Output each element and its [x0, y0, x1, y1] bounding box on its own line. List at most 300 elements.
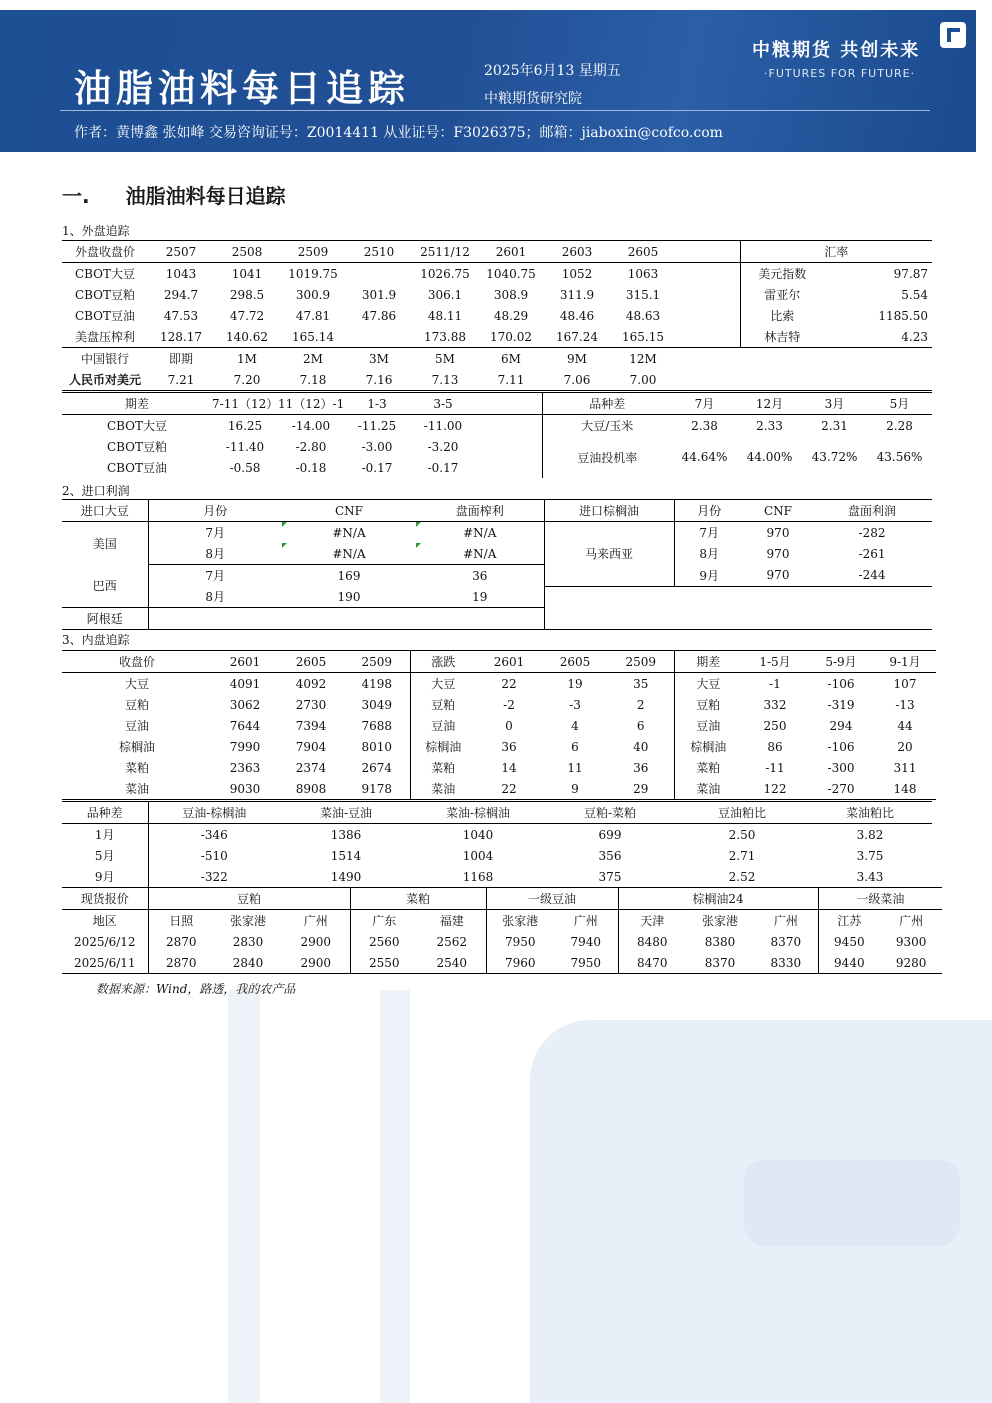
table-cell: 汇率 [740, 241, 932, 263]
table-cell: 2025/6/11 [62, 952, 148, 974]
report-title: 油脂油料每日追踪 [74, 67, 410, 110]
table-cell: -3 [569, 697, 581, 712]
table-cell: 169 [337, 568, 361, 583]
table-cell: 8月 [148, 586, 282, 608]
table-cell: 5M [412, 348, 478, 370]
table-cell: 173.88 [424, 329, 466, 344]
table-cell: 2374 [295, 760, 327, 775]
empty-cell [544, 586, 674, 608]
table-cell: 12M [610, 348, 676, 370]
table-cell: -13 [895, 697, 915, 712]
table-cell: 36 [501, 739, 517, 754]
background-decoration [744, 1160, 960, 1246]
table-cell: 2900 [282, 952, 350, 974]
table-cell: 一级豆油 [486, 888, 618, 910]
table-cell: 970 [766, 546, 790, 561]
table-cell: 8010 [361, 739, 393, 754]
table-cell: 林吉特 [740, 326, 824, 348]
table-cell: 菜粕 [674, 757, 742, 778]
domestic-market-table [62, 650, 936, 800]
subsection-import: 2、进口利润 [62, 484, 130, 498]
table-cell: 48.11 [427, 308, 463, 323]
table-cell: 6 [636, 718, 645, 733]
table-cell: 现货报价 [62, 888, 148, 910]
table-cell: 301.9 [361, 287, 397, 302]
table-cell: 日照 [169, 914, 194, 928]
table-cell: 2605 [610, 241, 676, 263]
table-cell: 8330 [754, 952, 818, 974]
table-cell: 7月 [672, 393, 737, 415]
table-cell: 1063 [627, 266, 659, 281]
table-cell: -106 [827, 739, 855, 754]
table-cell: 广州 [303, 914, 328, 928]
table-cell: 7688 [361, 718, 393, 733]
table-cell: 大豆 [674, 673, 742, 695]
table-cell: 月份 [148, 500, 282, 522]
table-cell: 1386 [330, 827, 362, 842]
subsection-domestic: 3、内盘追踪 [62, 633, 130, 647]
table-cell: 7950 [486, 931, 554, 952]
table-cell: 4092 [295, 676, 327, 691]
table-cell: 35 [633, 676, 649, 691]
table-cell: 9月 [62, 866, 148, 888]
table-cell: 1490 [280, 866, 412, 888]
table-cell: 1-5月 [742, 651, 808, 673]
subsection-foreign: 1、外盘追踪 [62, 224, 130, 238]
table-row [62, 778, 936, 800]
table-cell: 48.46 [559, 308, 595, 323]
table-cell: 一级菜油 [818, 888, 942, 910]
table-cell: 广东 [350, 910, 418, 932]
table-cell: CBOT豆粕 [74, 288, 136, 302]
table-cell: 47.81 [295, 308, 331, 323]
table-cell: 8370 [770, 934, 802, 949]
table-cell: 97.87 [893, 266, 929, 281]
empty-cell [476, 393, 542, 415]
header-divider [60, 110, 930, 111]
table-cell: -319 [827, 697, 855, 712]
table-cell: 2.71 [728, 848, 756, 863]
table-cell: CBOT豆油 [106, 461, 168, 475]
table-cell: 9440 [818, 952, 880, 974]
table-cell: 7月 [205, 569, 226, 583]
empty-cell [674, 586, 744, 608]
table-row [62, 369, 932, 391]
table-cell: 44.64% [681, 450, 728, 464]
empty-cell [282, 608, 416, 630]
table-cell: 2550 [350, 952, 418, 974]
table-cell: #N/A [416, 543, 544, 565]
table-cell: 2870 [165, 934, 197, 949]
table-cell: 7.20 [214, 369, 280, 391]
table-cell: 1043 [165, 266, 197, 281]
table-cell: 涨跌 [410, 651, 476, 673]
table-cell: 2601 [212, 651, 278, 673]
table-cell: -0.58 [229, 460, 261, 475]
table-cell: 2509 [280, 241, 346, 263]
table-cell: 美国 [62, 522, 148, 565]
table-cell: -282 [858, 525, 886, 540]
table-cell: 3-5 [410, 393, 476, 415]
table-header-row [62, 910, 942, 932]
table-cell: 马来西亚 [544, 522, 674, 587]
table-cell: 11 [567, 760, 583, 775]
table-cell: 2508 [214, 241, 280, 263]
table-cell: 250 [763, 718, 787, 733]
table-cell: 品种差 [62, 802, 148, 824]
table-cell: -1 [769, 676, 781, 691]
table-cell: -3.00 [361, 439, 393, 454]
empty-cell [676, 348, 740, 370]
table-cell: 190 [282, 586, 416, 608]
table-cell: CNF [744, 500, 812, 522]
table-cell: 311.9 [559, 287, 595, 302]
table-cell: 375 [544, 866, 676, 888]
table-cell: 3062 [229, 697, 261, 712]
table-row [62, 543, 932, 565]
table-row [62, 326, 932, 348]
table-cell: -2 [503, 697, 515, 712]
variety-spread-table [62, 801, 932, 888]
table-cell: 1M [214, 348, 280, 370]
table-cell: 盘面榨利 [416, 500, 544, 522]
table-cell: -346 [200, 827, 228, 842]
table-cell: 中国银行 [62, 348, 148, 370]
table-cell: 2870 [148, 952, 214, 974]
author-line: 作者：黄博鑫 张如峰 交易咨询证号：Z0014411 从业证号：F3026375；邮箱：jiaboxin@cofco.com [74, 125, 723, 141]
table-cell: #N/A [416, 522, 544, 544]
table-cell: 22 [476, 778, 542, 800]
table-cell: 天津 [618, 910, 686, 932]
table-cell: 9280 [880, 952, 942, 974]
table-cell: 332 [763, 697, 787, 712]
table-cell: 3.43 [808, 866, 932, 888]
table-cell: 5月 [867, 393, 932, 415]
table-cell: 7394 [295, 718, 327, 733]
table-cell: CBOT豆油 [74, 309, 136, 323]
table-cell: 期差 [62, 393, 212, 415]
spot-price-table [62, 887, 942, 974]
table-cell [346, 326, 412, 348]
table-header-row [62, 651, 936, 673]
table-cell: 3049 [361, 697, 393, 712]
table-cell: 6M [478, 348, 544, 370]
spread-table [62, 392, 932, 478]
table-cell: 2 [636, 697, 645, 712]
table-cell: #N/A [282, 543, 416, 565]
import-profit-table [62, 499, 932, 630]
table-cell: 张家港 [486, 910, 554, 932]
table-cell: 即期 [148, 348, 214, 370]
table-cell: 2509 [344, 651, 410, 673]
table-cell: 43.56% [876, 450, 923, 464]
table-cell: 6 [571, 739, 579, 754]
table-cell: 3.75 [856, 848, 884, 863]
table-cell: 菜油 [410, 778, 476, 800]
table-cell: 豆油 [124, 719, 149, 733]
table-header-row [62, 348, 932, 370]
empty-cell [416, 608, 544, 630]
table-cell: 8380 [704, 934, 736, 949]
table-cell: 140.62 [226, 329, 268, 344]
table-row [62, 522, 932, 544]
table-row [62, 284, 932, 305]
table-row [62, 565, 932, 587]
table-cell: 2840 [214, 952, 282, 974]
table-cell: 期差 [674, 651, 742, 673]
table-cell: 月份 [674, 500, 744, 522]
table-cell: 165.14 [292, 329, 334, 344]
empty-cell [676, 263, 740, 285]
table-cell: 0 [505, 718, 513, 733]
table-cell: 豆粕 [674, 694, 742, 715]
table-cell: -2.80 [295, 439, 327, 454]
table-cell: 36 [472, 568, 488, 583]
table-cell: 2603 [544, 241, 610, 263]
table-cell: 8470 [618, 952, 686, 974]
table-cell: 7.13 [412, 369, 478, 391]
brand-logo-icon [940, 22, 966, 48]
table-cell: 棕榈油 [410, 736, 476, 757]
table-cell: 36 [633, 760, 649, 775]
table-cell: 菜粕 [350, 888, 486, 910]
table-cell: -14.00 [291, 418, 331, 433]
table-cell: 菜油 [62, 778, 212, 800]
table-cell: 128.17 [160, 329, 202, 344]
table-row [62, 436, 932, 457]
table-cell: 2900 [300, 934, 332, 949]
table-row [62, 673, 936, 695]
table-cell: #N/A [282, 522, 416, 544]
table-row [62, 952, 942, 974]
table-cell: 165.15 [622, 329, 664, 344]
table-cell: 19 [416, 586, 544, 608]
table-cell: 4.23 [901, 329, 929, 344]
table-row [62, 305, 932, 326]
background-decoration [228, 990, 260, 1403]
table-cell: 2507 [148, 241, 214, 263]
empty-cell [148, 608, 282, 630]
empty-cell [676, 326, 740, 348]
table-cell: 美盘压榨利 [74, 330, 135, 344]
table-cell: 广州 [573, 914, 598, 928]
table-cell: 1052 [561, 266, 593, 281]
table-cell: 1514 [330, 848, 362, 863]
brand-name: 中粮期货 共创未来 [752, 40, 921, 61]
table-cell: 豆粕 [124, 698, 149, 712]
table-cell: 47.53 [163, 308, 199, 323]
table-cell: 菜粕 [410, 757, 476, 778]
table-cell: 9 [542, 778, 608, 800]
table-cell: 7950 [554, 952, 618, 974]
table-cell: 43.72% [811, 450, 858, 464]
brand-slogan: ·FUTURES FOR FUTURE· [764, 67, 916, 80]
table-cell: 豆粕 [148, 888, 350, 910]
table-cell: 广州 [899, 914, 924, 928]
table-cell: 7.00 [610, 369, 676, 391]
table-cell: 970 [744, 565, 812, 587]
table-cell: 1-3 [344, 393, 410, 415]
table-cell: 1019.75 [288, 266, 338, 281]
table-row [62, 694, 936, 715]
table-cell: 2730 [295, 697, 327, 712]
table-cell: 豆油-棕榈油 [148, 802, 280, 824]
empty-cell [744, 608, 812, 630]
empty-cell [476, 436, 542, 457]
table-cell: 7.21 [148, 369, 214, 391]
table-cell: -3.20 [427, 439, 459, 454]
table-header-row [62, 888, 942, 910]
table-cell: 7940 [570, 934, 602, 949]
table-cell: 970 [766, 525, 790, 540]
table-cell: 豆油 [410, 715, 476, 736]
table-cell: 大豆 [124, 677, 149, 691]
table-cell: 298.5 [229, 287, 265, 302]
table-row [62, 866, 932, 888]
table-cell: 14 [501, 760, 517, 775]
table-cell: 2.31 [821, 418, 848, 433]
table-cell: 294.7 [163, 287, 199, 302]
table-row [62, 415, 932, 437]
table-cell: 9178 [344, 778, 410, 800]
table-cell: 进口棕榈油 [544, 500, 674, 522]
table-cell: -11 [765, 760, 785, 775]
table-cell: 广州 [773, 914, 798, 928]
table-row [62, 608, 932, 630]
table-cell: 菜油 [674, 778, 742, 800]
table-cell: -11.25 [357, 418, 397, 433]
empty-cell [676, 241, 740, 263]
table-cell [346, 263, 412, 285]
table-header-row [62, 241, 932, 263]
table-cell: 9M [544, 348, 610, 370]
table-cell: -270 [808, 778, 874, 800]
table-cell: 比索 [740, 305, 824, 326]
table-cell: 7960 [486, 952, 554, 974]
table-row [62, 263, 932, 285]
table-cell: 1月 [62, 824, 148, 846]
section-title: 油脂油料每日追踪 [125, 184, 286, 208]
table-cell: 7.06 [544, 369, 610, 391]
table-row [62, 931, 942, 952]
table-cell: 7644 [229, 718, 261, 733]
table-cell: 315.1 [625, 287, 661, 302]
table-cell: 699 [598, 827, 622, 842]
table-cell: 豆油投机率 [542, 436, 672, 478]
table-cell: 22 [501, 676, 517, 691]
table-cell: 48.29 [493, 308, 529, 323]
table-cell: 菜油粕比 [808, 802, 932, 824]
table-cell: 44.00% [746, 450, 793, 464]
table-cell: 356 [598, 848, 622, 863]
table-cell: 47.86 [361, 308, 397, 323]
table-cell: 8908 [278, 778, 344, 800]
table-row [62, 757, 936, 778]
table-cell: 7月 [674, 522, 744, 544]
table-cell: 9月 [674, 565, 744, 587]
table-cell: 3M [346, 348, 412, 370]
table-cell: 2605 [278, 651, 344, 673]
empty-cell [744, 586, 812, 608]
empty-cell [476, 415, 542, 437]
table-cell: 19 [567, 676, 583, 691]
table-cell: CBOT大豆 [74, 267, 136, 281]
table-cell: -510 [200, 848, 228, 863]
table-cell: 8370 [686, 952, 754, 974]
table-cell: -11.00 [423, 418, 463, 433]
table-cell: -322 [148, 866, 280, 888]
table-cell: 豆油粕比 [676, 802, 808, 824]
table-cell: 巴西 [62, 565, 148, 608]
table-cell: 菜粕 [124, 761, 149, 775]
empty-cell [824, 348, 932, 370]
table-cell: 11（12）-1 [278, 393, 344, 415]
table-cell: 148 [874, 778, 936, 800]
table-cell: 菜油-豆油 [280, 802, 412, 824]
empty-cell [812, 586, 932, 608]
table-cell: 47.72 [229, 308, 265, 323]
table-cell: 进口大豆 [62, 500, 148, 522]
table-cell: -300 [827, 760, 855, 775]
table-cell: 福建 [439, 914, 464, 928]
table-row [62, 824, 932, 846]
table-cell: 4 [571, 718, 579, 733]
table-cell: 收盘价 [62, 651, 212, 673]
empty-cell [740, 348, 824, 370]
table-cell: 棕榈油 [118, 740, 155, 754]
table-cell: 豆粕 [410, 694, 476, 715]
table-cell: 8月 [674, 543, 744, 565]
table-cell: 大豆/玉米 [542, 415, 672, 437]
table-cell: 311 [893, 760, 917, 775]
table-cell: 地区 [62, 910, 148, 932]
table-cell: -0.18 [295, 460, 327, 475]
table-cell: 294 [829, 718, 853, 733]
table-cell: 2.52 [676, 866, 808, 888]
table-cell: 豆油 [674, 715, 742, 736]
table-cell: 1026.75 [420, 266, 470, 281]
foreign-market-table [62, 240, 932, 391]
table-cell: 40 [633, 739, 649, 754]
table-cell: 棕榈油 [674, 736, 742, 757]
background-decoration [380, 990, 410, 1403]
table-cell: -244 [812, 565, 932, 587]
table-cell: 308.9 [493, 287, 529, 302]
table-cell: 1004 [462, 848, 494, 863]
table-cell: 5月 [62, 845, 148, 866]
table-cell: 品种差 [542, 393, 672, 415]
table-cell: 86 [767, 739, 783, 754]
empty-cell [544, 608, 674, 630]
table-cell: CBOT豆粕 [106, 440, 168, 454]
table-cell: 江苏 [818, 910, 880, 932]
table-cell: 2601 [476, 651, 542, 673]
table-cell: -261 [858, 546, 886, 561]
table-cell: 29 [608, 778, 674, 800]
table-cell: 5.54 [901, 287, 929, 302]
table-cell: -0.17 [427, 460, 459, 475]
table-cell: 盘面利润 [812, 500, 932, 522]
table-cell: 7-11（12） [212, 393, 278, 415]
table-cell: 7904 [295, 739, 327, 754]
table-cell: 7990 [229, 739, 261, 754]
table-cell: 8月 [148, 543, 282, 565]
table-row [62, 736, 936, 757]
table-cell: 棕榈油24 [618, 888, 818, 910]
table-cell: 2025/6/12 [62, 931, 148, 952]
table-cell: 4198 [361, 676, 393, 691]
table-cell: 张家港 [702, 914, 739, 928]
